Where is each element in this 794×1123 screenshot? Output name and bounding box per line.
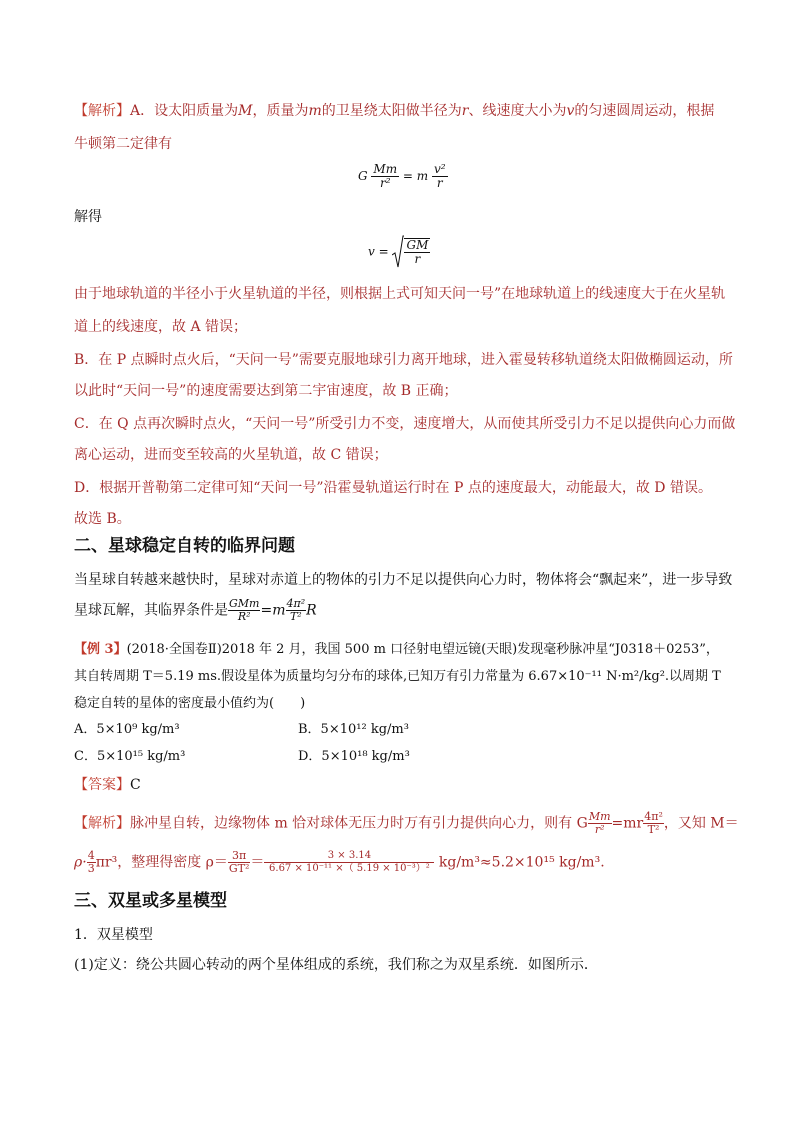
option-b: B．5×10¹² kg/m³ — [298, 722, 409, 737]
analysis-d-1: D．根据开普勒第二定律可知“天问一号”沿霍曼轨道运行时在 P 点的速度最大，动能最大，故 D 错误。 — [74, 480, 712, 496]
analysis-b-1: B．在 P 点瞬时点火后，“天问一号”需要克服地球引力离开地球，进入霍曼转移轨道绕太阳做椭圆运动，所 — [74, 352, 733, 368]
equation-gravity: G $\frac{Mm}{\text{r²}}$ = m $\frac{\text{v²}}{r}$ — [358, 162, 446, 190]
answer-line — [74, 775, 141, 795]
option-c: C．5×10¹⁵ kg/m³ — [74, 749, 186, 764]
analysis-a-1: 由于地球轨道的半径小于火星轨道的半径，则根据上式可知天问一号”在地球轨道上的线速度大于在火星轨 — [74, 286, 726, 302]
example-3-line-3: 稳定自转的星体的密度最小值约为( ) — [74, 696, 306, 711]
analysis-line-1: 【解析】A．设太阳质量为M，质量为m的卫星绕太阳做半径为r、线速度大小为v的匀速圆周运动，根据 — [74, 103, 715, 119]
section-3-title: 三、双星或多星模型 — [74, 891, 227, 911]
sqrt-sign-icon — [392, 235, 404, 269]
example-3-line-2: 其自转周期 T＝5.19 ms.假设星体为质量均匀分布的球体,已知万有引力常量为 6.67×10⁻¹¹ N·m²/kg².以周期 T — [74, 669, 721, 684]
section-2-para-2: 星球瓦解，其临界条件是 $\frac{\text{GMm}}{\text{R²}}$ =m $\frac{\text{4π²}}{\text{T²}}$ R — [74, 597, 317, 623]
section-3-sub-1: 1．双星模型 — [74, 927, 153, 943]
section-2-para-1: 当星球自转越来越快时，星球对赤道上的物体的引力不足以提供向心力时，物体将会“飘起来”，进一步导致 — [74, 572, 733, 588]
option-d: D．5×10¹⁸ kg/m³ — [298, 749, 410, 764]
example-3-analysis-2: ρ· $\frac{4}{3}$ πr³，整理得密度 ρ＝ $\frac{3\pi}{\text{GT²}}$ ＝ $\frac{3 \times 3.14}{\text{6.67 × 10⁻¹¹ ×（ 5.19 × 10⁻³）²}}$ kg/m³≈5.2×10¹⁵ kg/m³. — [74, 849, 605, 875]
analysis-c-2: 离心运动，进而变至较高的火星轨道，故 C 错误； — [74, 447, 388, 463]
section-3-definition: (1)定义：绕公共圆心转动的两个星体组成的系统，我们称之为双星系统．如图所示． — [74, 957, 598, 973]
answer-value: C — [130, 777, 141, 793]
example-3-line-1: 【例 3】(2018·全国卷Ⅱ)2018 年 2 月，我国 500 m 口径射电望远镜(天眼)发现毫秒脉冲星“J0318＋0253”， — [74, 642, 719, 657]
example-3-analysis-1: 【解析】脉冲星自转，边缘物体 m 恰对球体无压力时万有引力提供向心力，则有 G $\frac{Mm}{\text{r²}}$ =mr $\frac{\text{4π²}}{\text{T²}}$ ，又知 M＝ — [74, 810, 739, 836]
analysis-choose: 故选 B。 — [74, 511, 131, 527]
example-tag: 【例 3】 — [74, 642, 127, 657]
analysis-c-1: C．在 Q 点再次瞬时点火，“天问一号”所受引力不变，速度增大，从而使其所受引力不足以提供向心力而做 — [74, 416, 736, 432]
analysis-tag: 【解析】 — [74, 103, 130, 119]
solve-label: 解得 — [74, 209, 102, 225]
option-a: A．5×10⁹ kg/m³ — [74, 722, 180, 737]
answer-tag: 【答案】 — [74, 777, 130, 793]
analysis-line-2: 牛顿第二定律有 — [74, 136, 172, 152]
analysis-b-2: 以此时“天问一号”的速度需要达到第二宇宙速度，故 B 正确； — [74, 383, 458, 399]
analysis-a-2: 道上的线速度，故 A 错误； — [74, 319, 248, 335]
section-2-title: 二、星球稳定自转的临界问题 — [74, 536, 295, 556]
equation-velocity: v = $\frac{GM}{r}$ — [368, 235, 430, 269]
